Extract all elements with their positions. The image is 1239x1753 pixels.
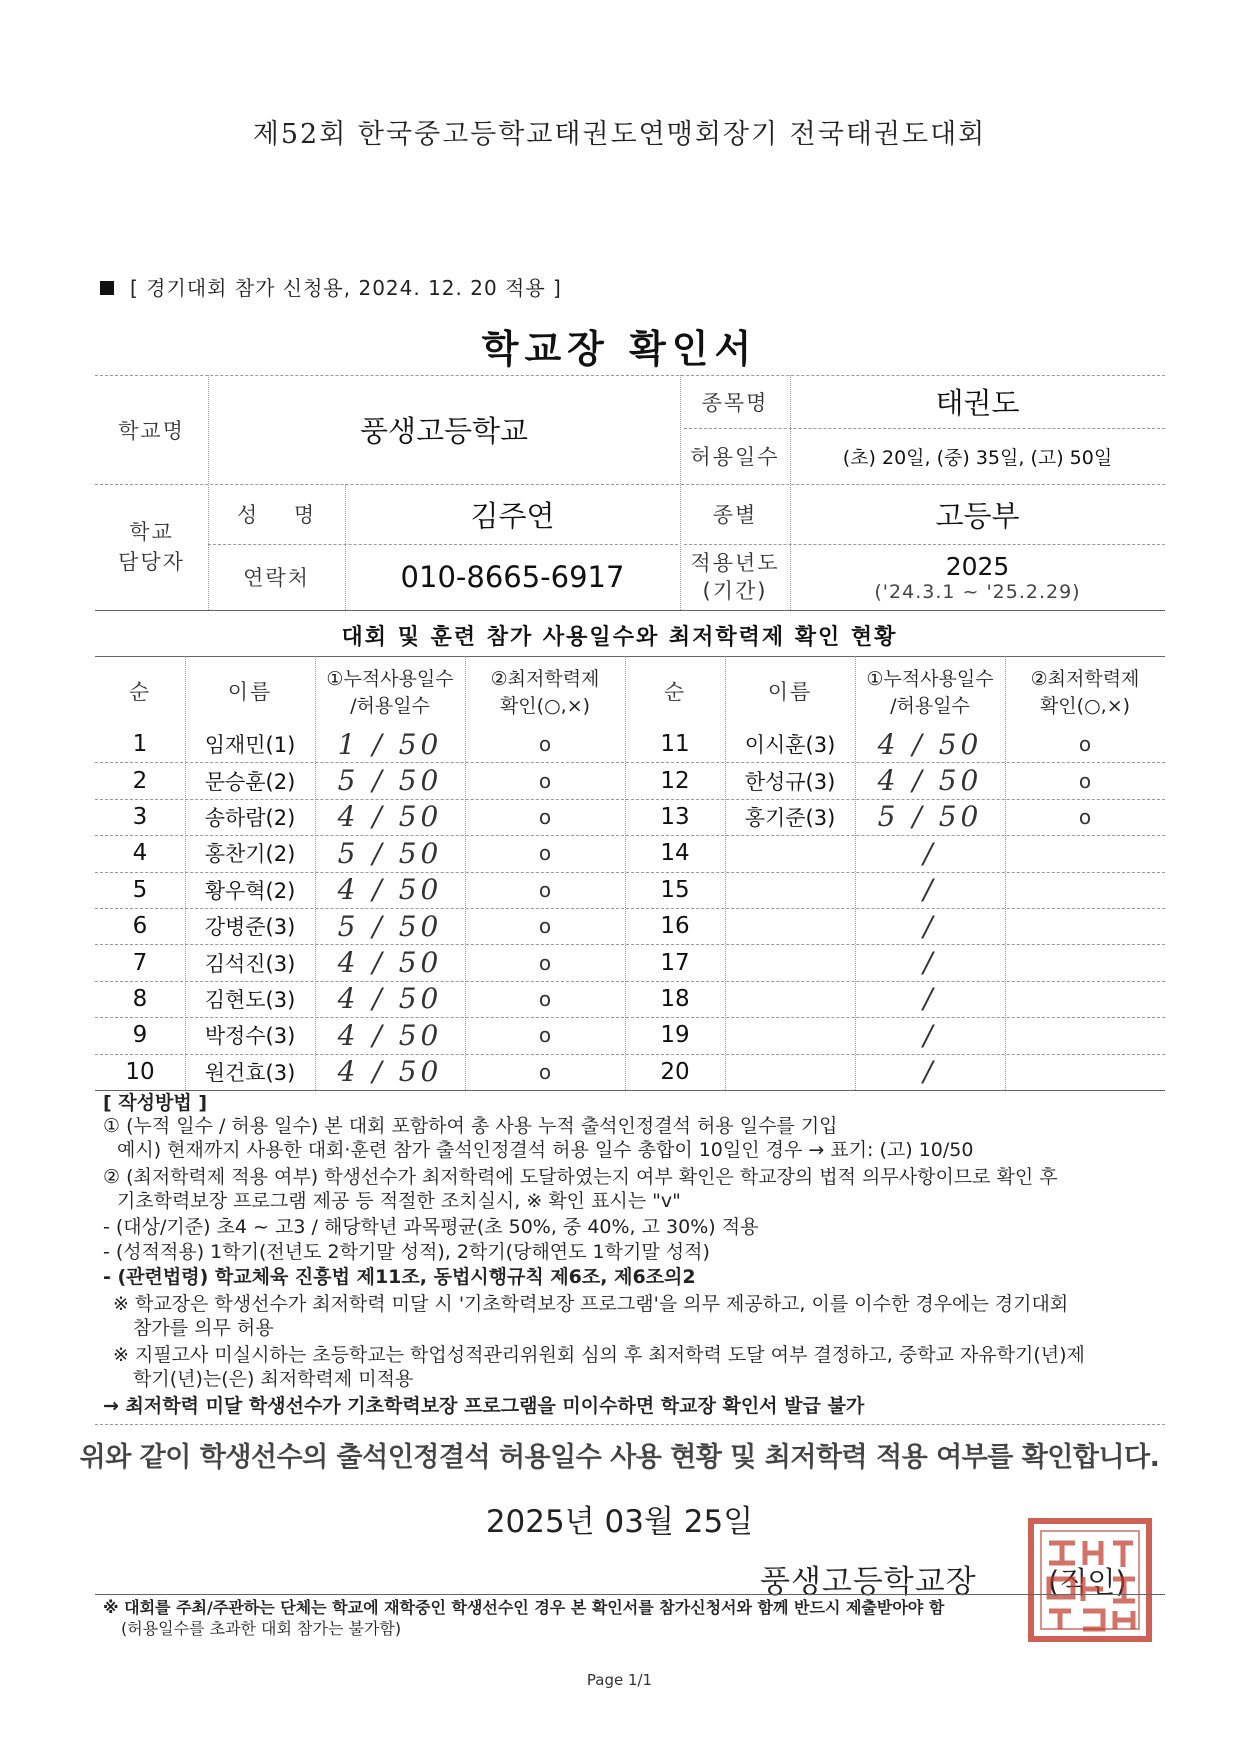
student-name [725,981,855,1017]
days-used: 4 / 50 [337,873,443,907]
table-column-divider [465,656,466,1090]
academic-check: o [538,768,552,793]
note-8: → 최저학력 미달 학생선수가 기초학력보장 프로그램을 미이수하면 학교장 확인서 발급 불가 [103,1395,865,1417]
row-number: 9 [132,1022,148,1049]
note-4: - (성적적용) 1학기(전년도 2학기말 성적), 2학기(당해연도 1학기말 성적) [103,1241,710,1263]
event-title: 제52회 한국중고등학교태권도연맹회장기 전국태권도대회 [252,119,987,150]
table-column-divider [315,656,316,1090]
days-used: 4 / 50 [337,946,443,980]
row-number: 11 [660,731,690,758]
division-label: 종별 [712,503,758,527]
table-column-divider [855,656,856,1090]
student-name: 홍기준(3) [744,805,836,830]
days-used: 4 / 50 [337,1018,443,1052]
notes-heading: [ 작성방법 ] [103,1092,208,1114]
row-number: 14 [660,840,690,867]
student-name: 한성규(3) [744,769,836,794]
principal-title: 풍생고등학교장 [760,1564,977,1600]
student-name: 김현도(3) [204,987,296,1012]
academic-check [1005,944,1165,980]
issue-date: 2025년 03월 25일 [485,1504,754,1540]
student-name: 원건효(3) [204,1060,296,1085]
contact-number: 010-8665-6917 [400,560,625,594]
days-used: 5 / 50 [337,909,443,943]
year-period: ('24.3.1 ~ '25.2.29) [874,580,1081,603]
academic-check: o [538,841,552,866]
allowed-days-label: 허용일수 [690,445,780,469]
student-name [725,872,855,908]
student-name [725,908,855,944]
student-name: 문승훈(2) [204,769,296,794]
table-column-divider [625,656,626,1090]
days-used: 4 / 50 [337,800,443,834]
academic-check: o [538,732,552,757]
row-number: 20 [660,1058,690,1085]
school-name: 풍생고등학교 [359,414,529,448]
academic-check [1005,872,1165,908]
note-2a: ② (최저학력제 적용 여부) 학생선수가 최저학력에 도달하였는지 여부 확인은 학교장의 법적 의무사항이므로 확인 후 [103,1166,1058,1188]
row-number: 15 [660,876,690,903]
note-6a: ※ 학교장은 학생선수가 최저학력 미달 시 '기초학력보장 프로그램'을 의무 제공하고, 이를 이수한 경우에는 경기대회 [113,1293,1069,1315]
academic-check: o [1078,804,1092,829]
col-no-right: 순 [663,680,687,704]
row-number: 19 [660,1022,690,1049]
academic-check: o [1078,768,1092,793]
notes-divider [95,1424,1165,1425]
page-number: Page 1/1 [586,1671,653,1689]
note-5: - (관련법령) 학교체육 진흥법 제11조, 동법시행규칙 제6조, 제6조의2 [103,1266,696,1288]
days-used: / [923,836,937,870]
academic-check: o [1078,732,1092,757]
col-name-right: 이름 [767,680,813,704]
note-7b: 학기(년)는(은) 최저학력제 미적용 [133,1368,414,1390]
days-used: / [923,1018,937,1052]
document-title: 학교장 확인서 [481,327,758,371]
year-cell [790,544,1165,610]
note-2b: 기초학력보장 프로그램 제공 등 적절한 조치실시, ※ 확인 표시는 "v" [117,1190,681,1212]
row-number: 17 [660,949,690,976]
col-check-left [465,656,625,726]
row-number: 8 [132,985,148,1012]
col-check-right [1005,656,1165,726]
student-name: 박정수(3) [204,1024,296,1049]
manager-name: 김주연 [470,498,555,533]
row-number: 13 [660,803,690,830]
row-number: 16 [660,913,690,940]
student-name: 김석진(3) [204,951,296,976]
col-days-line2: /허용일수 [350,695,430,717]
academic-check: o [538,804,552,829]
academic-check: o [538,950,552,975]
col-no-left: 순 [128,680,152,704]
days-used: 1 / 50 [337,727,443,761]
academic-check: o [538,1059,552,1084]
year-value: 2025 [945,551,1010,581]
row-number: 3 [132,803,148,830]
student-name: 홍찬기(2) [204,842,296,867]
col-check-line2: 확인(○,×) [1039,695,1131,717]
school-label: 학교명 [118,418,185,443]
sport-value: 태권도 [935,386,1020,420]
footer-note-2: (허용일수를 초과한 대회 참가는 불가함) [121,1619,402,1638]
academic-check [1005,908,1165,944]
student-name [725,1017,855,1053]
table-column-divider [185,656,186,1090]
footer-divider [95,1594,1165,1595]
student-name: 이시훈(3) [744,733,836,758]
note-1a: ① (누적 일수 / 허용 일수) 본 대회 포함하여 총 사용 누적 출석인정결석 허용 일수를 기입 [103,1115,838,1137]
row-number: 12 [660,767,690,794]
student-name: 강병준(3) [204,915,296,940]
manager-label: 학교 담당자 [118,520,185,574]
academic-check: o [538,877,552,902]
table-column-divider [1005,656,1006,1090]
col-days-left [315,656,465,726]
contact-label: 연락처 [243,566,310,590]
seal-placeholder: (직인) [1048,1565,1127,1599]
days-used: 5 / 50 [337,764,443,798]
allowed-days-value: (초) 20일, (중) 35일, (고) 50일 [842,446,1113,469]
year-label: 적용년도 (기간) [690,551,780,603]
days-used: 5 / 50 [337,836,443,870]
days-used: 4 / 50 [877,764,983,798]
note-3: - (대상/기준) 초4 ~ 고3 / 해당학년 과목평균(초 50%, 중 40%, 고 30%) 적용 [103,1216,759,1238]
division-value: 고등부 [935,498,1020,533]
table-column-divider [725,656,726,1090]
academic-check: o [538,914,552,939]
student-name: 황우혁(2) [204,878,296,903]
row-number: 4 [132,840,148,867]
days-used: / [923,982,937,1016]
student-name: 송하람(2) [204,805,296,830]
info-line [95,610,1165,611]
academic-check [1005,1054,1165,1090]
days-used: / [923,873,937,907]
confirmation-statement: 위와 같이 학생선수의 출석인정결석 허용일수 사용 현황 및 최저학력 적용 여부를 확인합니다. [79,1442,1160,1473]
col-check-line1: ②최저학력제 [490,668,600,690]
student-name: 임재민(1) [204,733,296,758]
col-check-line1: ②최저학력제 [1030,668,1140,690]
days-used: 4 / 50 [337,982,443,1016]
name-label: 성 명 [236,503,317,527]
col-days-line1: ①누적사용일수 [326,668,454,690]
days-used: 4 / 50 [877,727,983,761]
sport-label: 종목명 [701,390,769,415]
days-used: / [923,909,937,943]
row-number: 7 [132,949,148,976]
note-1b: 예시) 현재까지 사용한 대회·훈련 참가 출석인정결석 허용 일수 총합이 10일인 경우 → 표기: (고) 10/50 [117,1139,974,1161]
row-number: 2 [132,767,148,794]
table-subtitle: 대회 및 훈련 참가 사용일수와 최저학력제 확인 현황 [341,625,898,650]
col-check-line2: 확인(○,×) [499,695,591,717]
col-days-line2: /허용일수 [890,695,970,717]
student-name [725,835,855,871]
academic-check [1005,981,1165,1017]
square-bullet-icon [100,281,114,295]
note-6b: 참가를 의무 허용 [133,1317,274,1339]
row-number: 18 [660,985,690,1012]
col-days-right [855,656,1005,726]
row-number: 1 [132,731,148,758]
days-used: 5 / 50 [877,800,983,834]
student-name [725,944,855,980]
student-name [725,1054,855,1090]
row-number: 5 [132,876,148,903]
row-number: 10 [125,1058,155,1085]
academic-check: o [538,1023,552,1048]
note-7a: ※ 지필고사 미실시하는 초등학교는 학업성적관리위원회 심의 후 최저학력 도달 여부 결정하고, 중학교 자유학기(년)제 [113,1344,1085,1366]
form-tag [100,272,562,301]
academic-check: o [538,986,552,1011]
col-days-line1: ①누적사용일수 [866,668,994,690]
days-used: / [923,1055,937,1089]
footer-note-1: ※ 대회를 주최/주관하는 단체는 학교에 재학중인 학생선수인 경우 본 확인서를 참가신청서와 함께 반드시 제출받아야 함 [103,1598,945,1617]
col-name-left: 이름 [227,680,273,704]
days-used: / [923,946,937,980]
days-used: 4 / 50 [337,1055,443,1089]
academic-check [1005,1017,1165,1053]
form-tag-text: [ 경기대회 참가 신청용, 2024. 12. 20 적용 ] [130,276,562,300]
row-number: 6 [132,913,148,940]
academic-check [1005,835,1165,871]
